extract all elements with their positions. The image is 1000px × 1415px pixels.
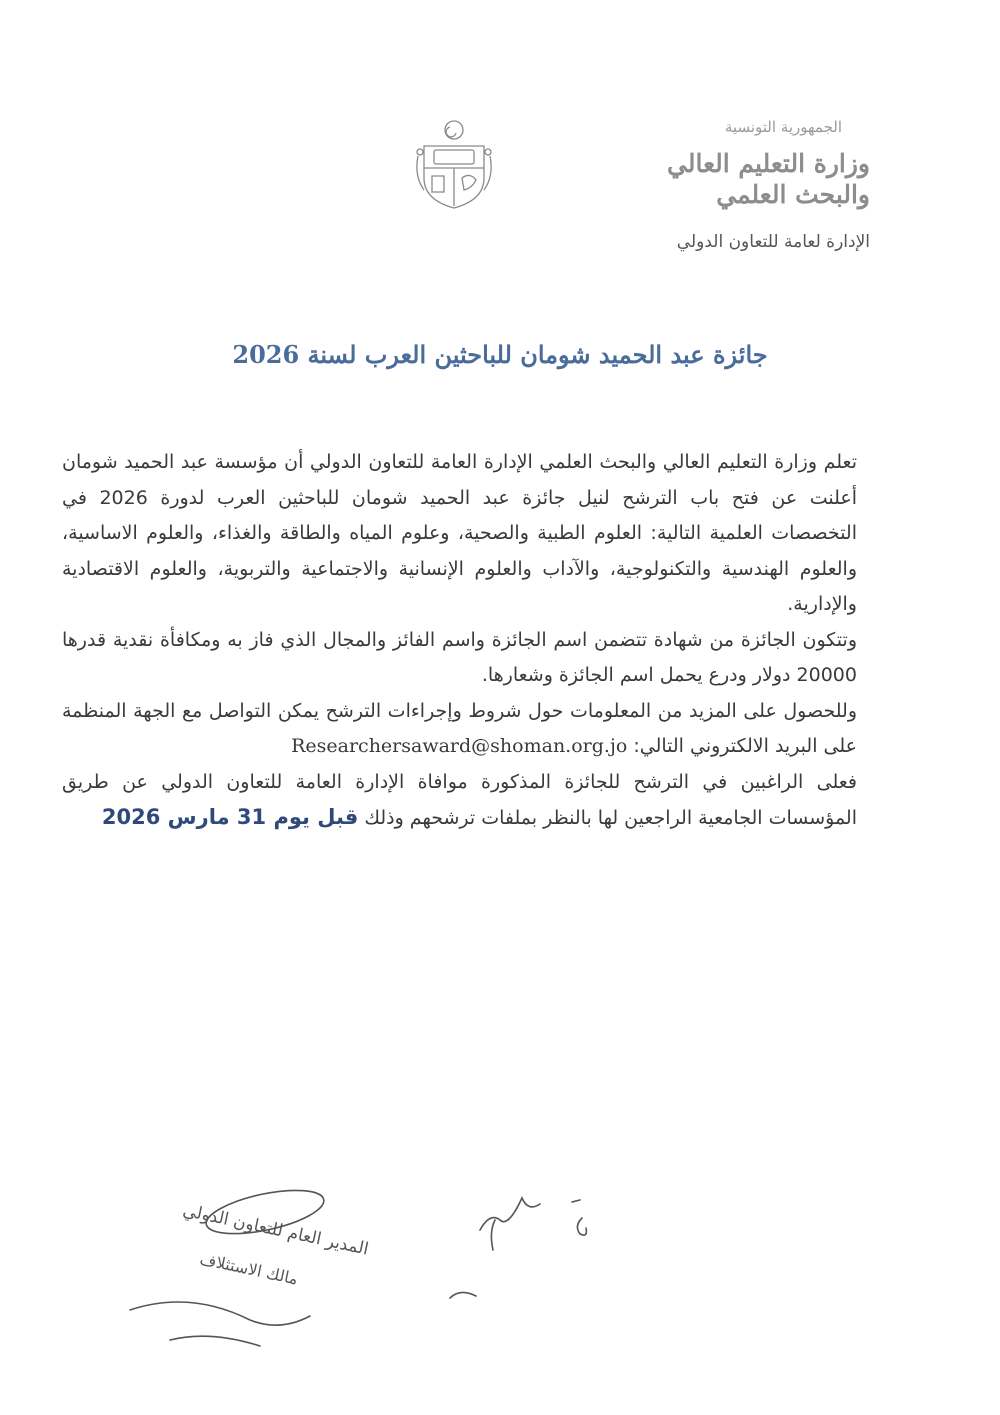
paragraph-announcement: تعلم وزارة التعليم العالي والبحث العلمي الإدارة العامة للتعاون الدولي أن مؤسسة عبد الحميد شومان أعلنت عن فتح باب الترشح لنيل جائزة عبد الحميد شومان للباحثين العرب لدورة 2026 في التخصصات العلمية التالية: العلوم الطبية والصحية، وعلوم المياه والطاقة والغذاء، والعلوم الاساسية، والعلوم الهندسية والتكنولوجية، والآداب والعلوم الإنسانية والاجتماعية والتربوية، والعلوم الاقتصادية والإدارية. [62,451,857,615]
letterhead-ministry-line2: والبحث العلمي [716,180,870,209]
contact-text: وللحصول على المزيد من المعلومات حول شروط وإجراءات الترشح يمكن التواصل مع الجهة المنظمة على البريد الالكتروني التالي: [62,699,857,757]
letterhead-country: الجمهورية التونسية [724,118,842,136]
paragraph-prize-details: وتتكون الجائزة من شهادة تتضمن اسم الجائزة واسم الفائز والمجال الذي فاز به ومكافأة نقدية قدرها 20000 دولار ودرع يحمل اسم الجائزة وشعارها. [62,628,857,686]
contact-email: Researchersaward@shoman.org.jo [291,735,628,757]
coat-of-arms-icon [410,116,498,212]
deadline-text: قبل يوم 31 مارس 2026 [101,805,359,829]
document-title: جائزة عبد الحميد شومان للباحثين العرب لسنة 2026 [232,340,768,369]
instructions-text: فعلى الراغبين في الترشح للجائزة المذكورة موافاة الإدارة العامة للتعاون الدولي عن طريق المؤسسات الجامعية الراجعين لها بالنظر بملفات ترشحهم وذلك [62,770,857,829]
paragraph-instructions [62,765,857,837]
signature-area [110,1170,630,1370]
letterhead-ministry [610,148,870,210]
letterhead-department: الإدارة لعامة للتعاون الدولي [676,232,870,252]
letterhead-ministry-line1: وزارة التعليم العالي [667,149,870,178]
signature-name: مالك الاستثلاف [198,1249,300,1289]
document-body [62,445,857,837]
handwritten-signature-icon [110,1170,630,1370]
paragraph-contact [62,694,857,765]
signature-title: المدير العام للتعاون الدولي [180,1200,370,1260]
